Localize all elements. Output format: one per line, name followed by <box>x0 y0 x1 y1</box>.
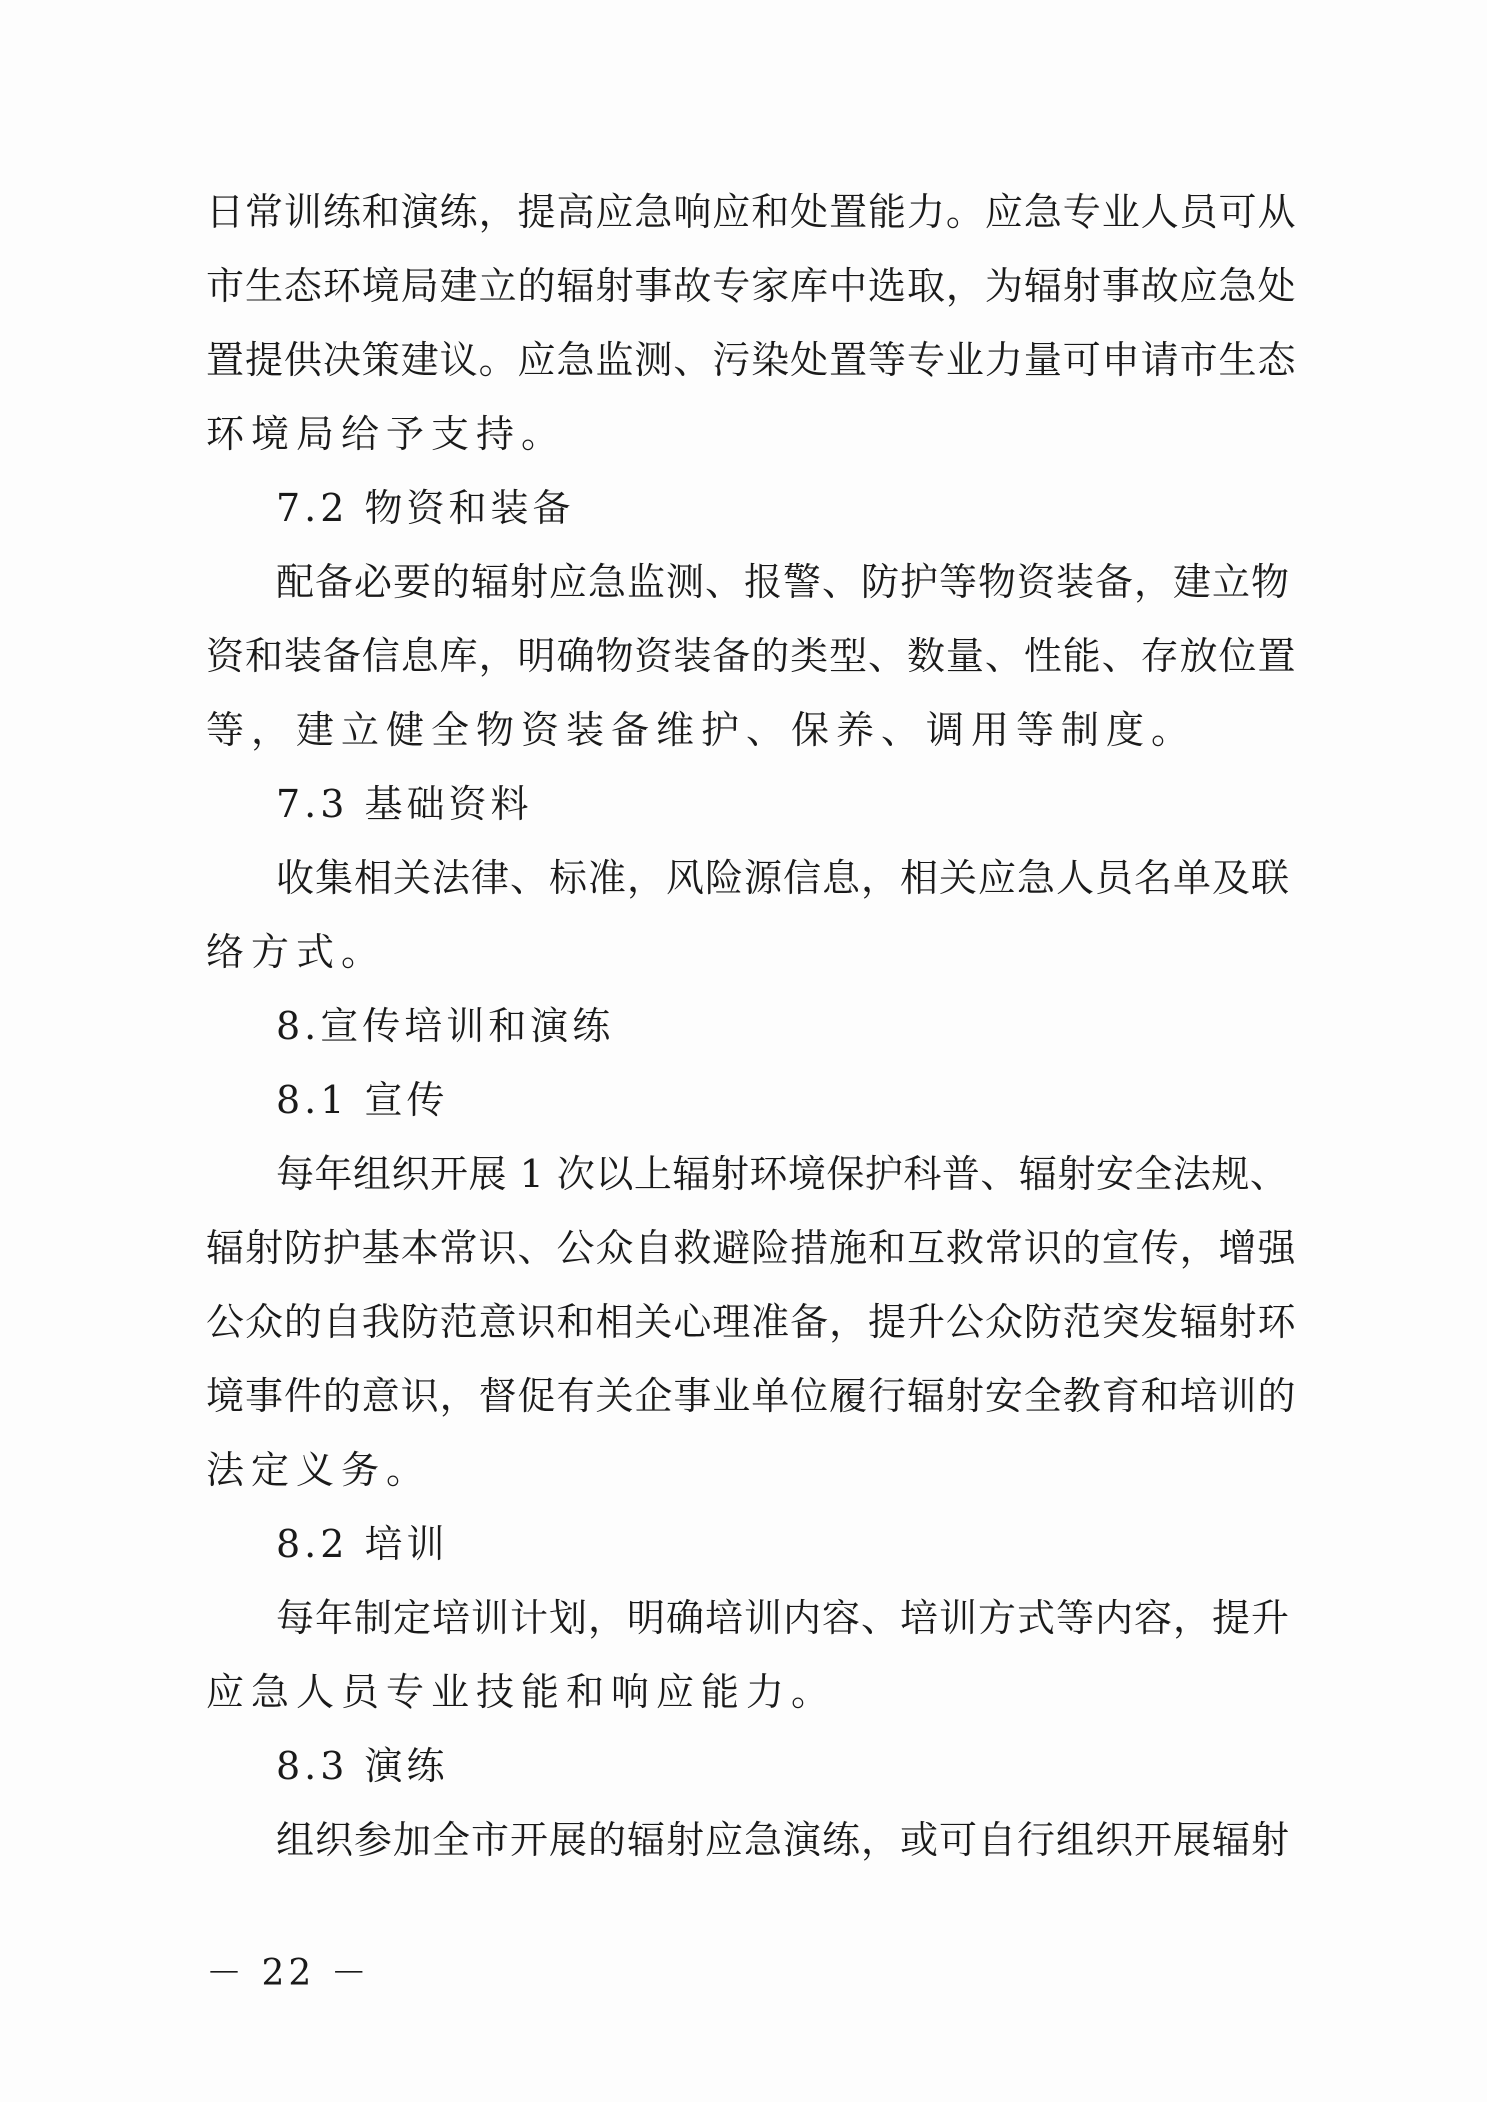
section-heading-8-2: 8.2 培训 <box>276 1522 449 1566</box>
paragraph-line: 境事件的意识，督促有关企事业单位履行辐射安全教育和培训的 <box>206 1374 1296 1418</box>
paragraph-line: 日常训练和演练，提高应急响应和处置能力。应急专业人员可从 <box>206 190 1296 234</box>
paragraph-line: 法定义务。 <box>206 1448 432 1492</box>
paragraph-line: 置提供决策建议。应急监测、污染处置等专业力量可申请市生态 <box>206 338 1296 382</box>
paragraph-line: 环境局给予支持。 <box>206 412 567 456</box>
page-number: － 22 － <box>206 1953 371 1994</box>
section-heading-7-3: 7.3 基础资料 <box>276 782 533 826</box>
paragraph-line: 络方式。 <box>206 930 387 974</box>
paragraph-line: 组织参加全市开展的辐射应急演练，或可自行组织开展辐射 <box>276 1818 1291 1862</box>
paragraph-line: 应急人员专业技能和响应能力。 <box>206 1670 837 1714</box>
paragraph-line: 收集相关法律、标准，风险源信息，相关应急人员名单及联 <box>276 856 1291 900</box>
section-heading-8-1: 8.1 宣传 <box>276 1078 449 1122</box>
paragraph-line: 资和装备信息库，明确物资装备的类型、数量、性能、存放位置 <box>206 634 1296 678</box>
paragraph-line: 每年组织开展 1 次以上辐射环境保护科普、辐射安全法规、 <box>276 1152 1289 1196</box>
paragraph-line: 等，建立健全物资装备维护、保养、调用等制度。 <box>206 708 1197 752</box>
paragraph-line: 辐射防护基本常识、公众自救避险措施和互救常识的宣传，增强 <box>206 1226 1296 1270</box>
paragraph-line: 每年制定培训计划，明确培训内容、培训方式等内容，提升 <box>276 1596 1291 1640</box>
paragraph-line: 配备必要的辐射应急监测、报警、防护等物资装备，建立物 <box>276 560 1291 604</box>
section-heading-8-3: 8.3 演练 <box>276 1744 449 1788</box>
paragraph-line: 公众的自我防范意识和相关心理准备，提升公众防范突发辐射环 <box>206 1300 1296 1344</box>
paragraph-line: 市生态环境局建立的辐射事故专家库中选取，为辐射事故应急处 <box>206 264 1296 308</box>
section-heading-7-2: 7.2 物资和装备 <box>276 486 575 530</box>
section-heading-8: 8.宣传培训和演练 <box>276 1004 615 1048</box>
